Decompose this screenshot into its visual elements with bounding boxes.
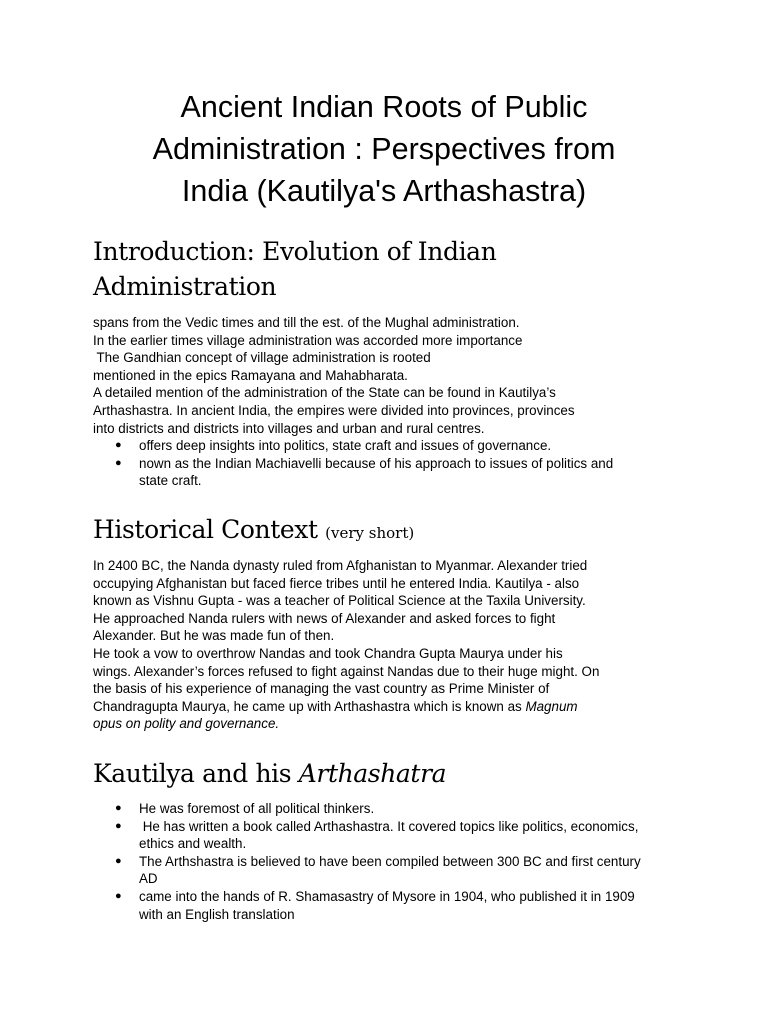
history-line: He approached Nanda rulers with news of Alexander and asked forces to fight bbox=[93, 610, 556, 626]
intro-paragraph bbox=[93, 314, 693, 437]
intro-line: A detailed mention of the administration of the State can be found in Kautilya’s bbox=[93, 385, 556, 401]
intro-bullet-list bbox=[93, 437, 693, 490]
history-line: wings. Alexander’s forces refused to fight against Nandas due to their huge might. On bbox=[93, 663, 600, 679]
intro-line: mentioned in the epics Ramayana and Mahabharata. bbox=[93, 367, 408, 383]
intro-line: The Gandhian concept of village administration is rooted bbox=[93, 350, 431, 366]
list-item bbox=[93, 800, 693, 818]
history-line: He took a vow to overthrow Nandas and took Chandra Gupta Maurya under his bbox=[93, 645, 563, 661]
list-item-text: He has written a book called Arthashastra. It covered topics like politics, economics, bbox=[139, 818, 639, 834]
intro-heading-line-1: Introduction: Evolution of Indian bbox=[93, 237, 497, 266]
intro-line: In the earlier times village administration was accorded more importance bbox=[93, 332, 523, 348]
kautilya-heading-text: Kautilya and his bbox=[93, 759, 299, 788]
bullet-icon: ● bbox=[115, 854, 122, 867]
intro-heading-line-2: Administration bbox=[93, 272, 277, 301]
history-line bbox=[93, 715, 693, 733]
bullet-icon: ● bbox=[115, 819, 122, 832]
history-line bbox=[93, 698, 693, 716]
history-line: the basis of his experience of managing the vast country as Prime Minister of bbox=[93, 681, 550, 697]
history-heading bbox=[93, 512, 414, 551]
list-item bbox=[93, 853, 693, 888]
history-line: Alexander. But he was made fun of then. bbox=[93, 628, 335, 644]
history-line: In 2400 BC, the Nanda dynasty ruled from Afghanistan to Myanmar. Alexander tried bbox=[93, 558, 588, 573]
intro-line: spans from the Vedic times and till the est. of the Mughal administration. bbox=[93, 315, 520, 330]
kautilya-heading-italic: Arthashatra bbox=[298, 759, 447, 788]
title-line-3: India (Kautilya's Arthashastra) bbox=[181, 174, 587, 208]
intro-line: Arthashastra. In ancient India, the empires were divided into provinces, provinces bbox=[93, 402, 575, 418]
list-item-text: state craft. bbox=[139, 473, 202, 489]
list-item bbox=[93, 888, 693, 923]
document-title bbox=[100, 86, 668, 212]
bullet-icon: ● bbox=[115, 439, 122, 451]
history-heading-note: (very short) bbox=[325, 524, 415, 542]
history-heading-text: Historical Context bbox=[93, 515, 318, 544]
history-line-italic: Magnum bbox=[525, 698, 578, 714]
list-item-text: nown as the Indian Machiavelli because of his approach to issues of politics and bbox=[139, 455, 614, 471]
bullet-icon: ● bbox=[115, 889, 122, 902]
intro-heading bbox=[93, 234, 496, 304]
list-item-text: offers deep insights into politics, state craft and issues of governance. bbox=[139, 438, 552, 453]
intro-line: into districts and districts into villages and urban and rural centres. bbox=[93, 420, 485, 436]
list-item-text: The Arthshastra is believed to have been compiled between 300 BC and first century bbox=[139, 853, 641, 869]
list-item bbox=[93, 455, 693, 490]
history-line: occupying Afghanistan but faced fierce tribes until he entered India. Kautilya - also bbox=[93, 575, 580, 591]
list-item-text: came into the hands of R. Shamasastry of Mysore in 1904, who published it in 1909 bbox=[139, 888, 635, 904]
list-item-text: with an English translation bbox=[139, 906, 295, 922]
list-item-text: ethics and wealth. bbox=[139, 836, 247, 852]
title-line-1: Ancient Indian Roots of Public bbox=[180, 90, 588, 124]
list-item bbox=[93, 818, 693, 853]
title-line-2: Administration : Perspectives from bbox=[152, 132, 616, 166]
history-paragraph bbox=[93, 557, 693, 733]
list-item-text: AD bbox=[139, 871, 158, 887]
list-item bbox=[93, 437, 693, 455]
bullet-icon: ● bbox=[115, 456, 122, 469]
history-line: known as Vishnu Gupta - was a teacher of Political Science at the Taxila University. bbox=[93, 593, 586, 609]
list-item-text: He was foremost of all political thinkers. bbox=[139, 801, 375, 816]
history-line-text: Chandragupta Maurya, he came up with Arthashastra which is known as bbox=[93, 698, 526, 714]
history-line-italic: opus on polity and governance. bbox=[93, 716, 280, 732]
kautilya-bullet-list bbox=[93, 800, 693, 923]
bullet-icon: ● bbox=[115, 802, 122, 814]
kautilya-heading bbox=[93, 756, 446, 791]
